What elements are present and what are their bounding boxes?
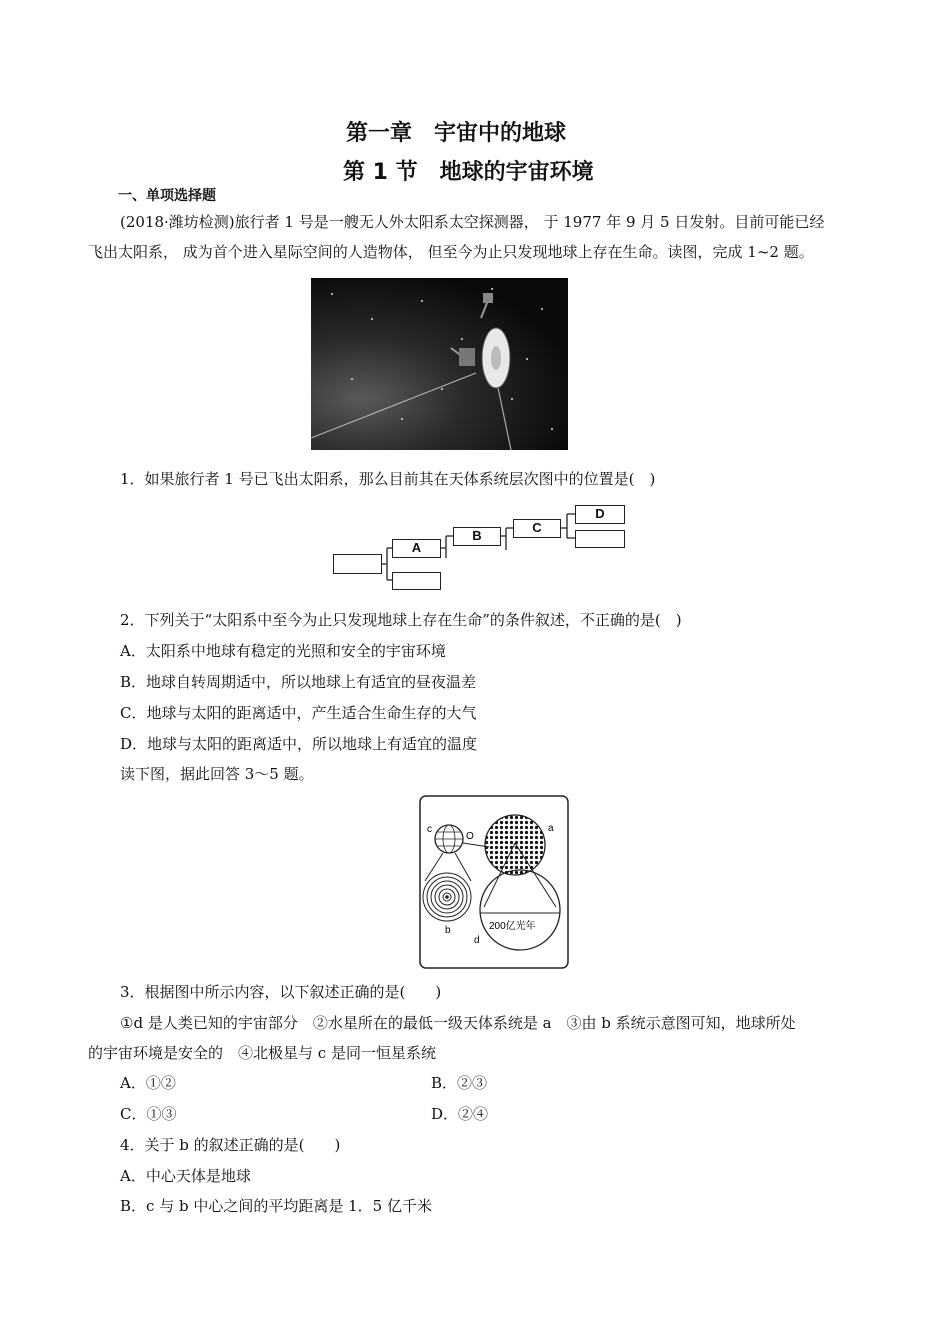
- hierarchy-box-d-sibling: [575, 530, 625, 548]
- q2-stem: 2．下列关于“太阳系中至今为止只发现地球上存在生命”的条件叙述，不正确的是( ): [120, 611, 682, 629]
- q3-statements-line-2: 的宇宙环境是安全的 ④北极星与 c 是同一恒星系统: [88, 1044, 436, 1062]
- q3-statements-line-1: ①d 是人类已知的宇宙部分 ②水星所在的最低一级天体系统是 a ③由 b 系统示意图可知，地球所处: [120, 1014, 796, 1032]
- hierarchy-box-b: B: [453, 527, 501, 546]
- voyager-photo: [311, 278, 568, 450]
- hierarchy-box-d: D: [575, 505, 625, 524]
- q4-stem: 4．关于 b 的叙述正确的是( ): [120, 1136, 341, 1154]
- q2-option-d: D．地球与太阳的距离适中，所以地球上有适宜的温度: [120, 735, 478, 753]
- intro-line-2: 飞出太阳系， 成为首个进入星际空间的人造物体， 但至今为止只发现地球上存在生命。读图，完成 1~2 题。: [88, 243, 814, 261]
- q2-option-b: B．地球自转周期适中，所以地球上有适宜的昼夜温差: [120, 673, 477, 691]
- label-a: a: [548, 823, 554, 834]
- celestial-systems-figure: [419, 795, 569, 969]
- hierarchy-box-a: A: [392, 539, 441, 558]
- label-c: c: [427, 824, 432, 835]
- q3-stem: 3．根据图中所示内容，以下叙述正确的是( ): [120, 983, 442, 1001]
- hierarchy-box-root: [333, 554, 382, 574]
- q4-option-a: A．中心天体是地球: [120, 1167, 251, 1185]
- scale-label: 200亿光年: [489, 921, 536, 932]
- read-prompt: 读下图，据此回答 3～5 题。: [120, 765, 314, 783]
- hierarchy-box-a-sibling: [392, 572, 441, 590]
- q3-option-d: D．②④: [431, 1105, 489, 1123]
- q1-stem: 1．如果旅行者 1 号已飞出太阳系，那么目前其在天体系统层次图中的位置是( ): [120, 470, 656, 488]
- part-heading: 一、单项选择题: [118, 188, 216, 204]
- hierarchy-box-c: C: [513, 519, 561, 538]
- chapter-title: 第一章 宇宙中的地球: [346, 121, 567, 146]
- celestial-systems-drawing: [419, 795, 569, 969]
- label-d: d: [474, 935, 480, 946]
- q3-option-b: B．②③: [431, 1074, 488, 1092]
- q4-option-b: B．c 与 b 中心之间的平均距离是 1．5 亿千米: [120, 1197, 432, 1215]
- q2-option-a: A．太阳系中地球有稳定的光照和安全的宇宙环境: [120, 642, 446, 660]
- spacecraft-icon: [311, 278, 568, 450]
- label-o: O: [466, 831, 474, 842]
- label-b: b: [445, 925, 451, 936]
- q2-option-c: C．地球与太阳的距离适中，产生适合生命生存的大气: [120, 704, 477, 722]
- section-title: 第 1 节 地球的宇宙环境: [343, 160, 594, 185]
- q3-option-c: C．①③: [120, 1105, 177, 1123]
- hierarchy-diagram: [330, 503, 630, 593]
- q3-option-a: A．①②: [120, 1074, 176, 1092]
- intro-line-1: (2018·潍坊检测)旅行者 1 号是一艘无人外太阳系太空探测器， 于 1977 年 9 月 5 日发射。目前可能已经: [120, 213, 825, 231]
